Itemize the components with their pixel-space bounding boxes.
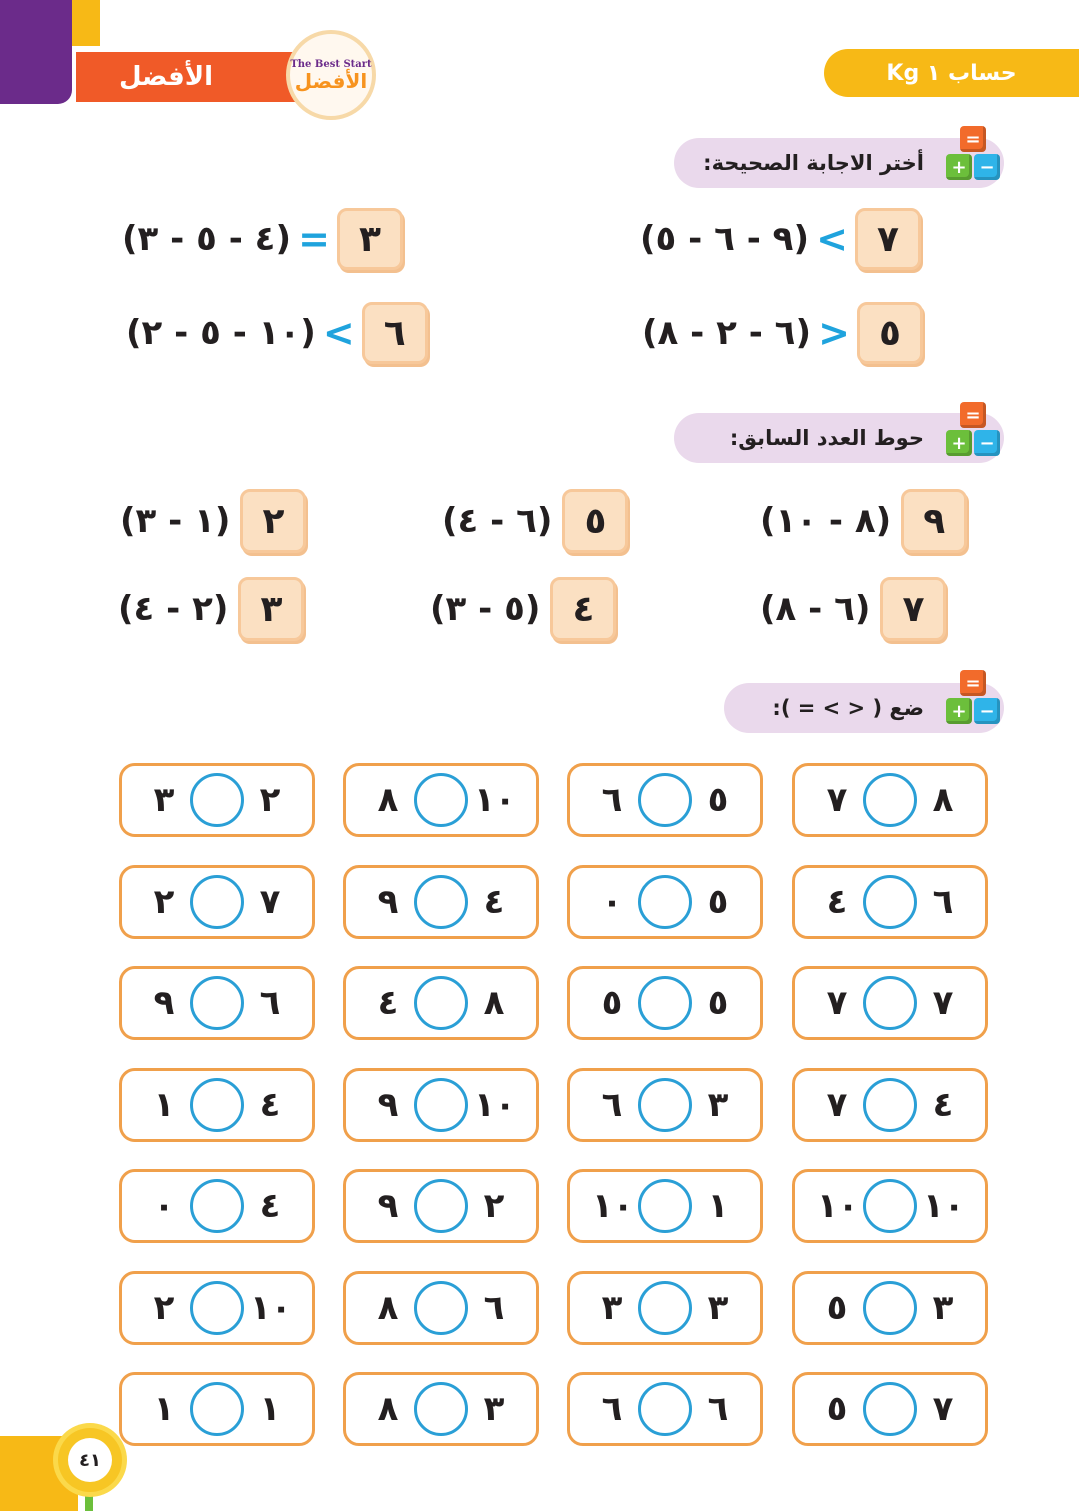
comparison-box bbox=[343, 1372, 539, 1446]
answer-group[interactable]: (٩ - ٦ - ٥) bbox=[640, 219, 809, 259]
answer-group[interactable]: (١٠ - ٥ - ٢) bbox=[126, 313, 316, 353]
flower-stem bbox=[85, 1490, 93, 1511]
answer-group[interactable]: (٦ - ٢ - ٨) bbox=[642, 313, 811, 353]
comparison-right-number: ١٠ bbox=[817, 1186, 859, 1226]
previous-number-item bbox=[430, 576, 616, 642]
comparison-right-number: ١٠ bbox=[592, 1186, 634, 1226]
comparison-box bbox=[119, 1068, 315, 1142]
comparison-right-number: ٣ bbox=[153, 780, 175, 820]
logo-tagline: The Best Start bbox=[290, 58, 372, 70]
number-box: ٣ bbox=[238, 577, 304, 641]
compare-row bbox=[126, 300, 428, 366]
comparison-box bbox=[567, 1271, 763, 1345]
comparison-right-number: ٧ bbox=[826, 780, 848, 820]
flower-icon bbox=[58, 1428, 122, 1492]
compare-symbol: < bbox=[818, 311, 850, 355]
answer-circle[interactable] bbox=[414, 1078, 468, 1132]
comparison-right-number: ٧ bbox=[826, 983, 848, 1023]
comparison-left-number: ١ bbox=[259, 1389, 281, 1429]
comparison-right-number: ٤ bbox=[377, 983, 399, 1023]
comparison-right-number: ٣ bbox=[601, 1288, 623, 1328]
comparison-box bbox=[343, 1169, 539, 1243]
answer-group[interactable]: (٢ - ٤) bbox=[118, 589, 229, 629]
compare-row bbox=[122, 206, 403, 272]
corner-purple-block bbox=[0, 0, 72, 104]
comparison-right-number: ٩ bbox=[377, 1085, 399, 1125]
comparison-left-number: ٧ bbox=[259, 882, 281, 922]
comparison-left-number: ٦ bbox=[707, 1389, 729, 1429]
comparison-right-number: ١ bbox=[153, 1085, 175, 1125]
comparison-right-number: ٥ bbox=[826, 1288, 848, 1328]
comparison-box bbox=[343, 966, 539, 1040]
previous-number-item bbox=[118, 576, 304, 642]
answer-circle[interactable] bbox=[863, 1179, 917, 1233]
answer-circle[interactable] bbox=[190, 1281, 244, 1335]
previous-number-item bbox=[760, 576, 946, 642]
answer-circle[interactable] bbox=[638, 976, 692, 1030]
comparison-left-number: ٥ bbox=[707, 780, 729, 820]
comparison-left-number: ٤ bbox=[483, 882, 505, 922]
answer-circle[interactable] bbox=[638, 1179, 692, 1233]
comparison-left-number: ٢ bbox=[483, 1186, 505, 1226]
number-box: ٤ bbox=[550, 577, 616, 641]
comparison-left-number: ١٠ bbox=[474, 1085, 516, 1125]
math-blocks-icon bbox=[944, 126, 1002, 190]
answer-circle[interactable] bbox=[414, 773, 468, 827]
comparison-box bbox=[119, 966, 315, 1040]
comparison-box bbox=[119, 865, 315, 939]
section3-heading: ضع ( < > = ): bbox=[772, 696, 924, 720]
answer-circle[interactable] bbox=[190, 1078, 244, 1132]
comparison-left-number: ٣ bbox=[932, 1288, 954, 1328]
answer-circle[interactable] bbox=[863, 875, 917, 929]
answer-circle[interactable] bbox=[190, 976, 244, 1030]
comparison-right-number: ٩ bbox=[153, 983, 175, 1023]
comparison-left-number: ٨ bbox=[932, 780, 954, 820]
comparison-box bbox=[119, 1271, 315, 1345]
comparison-right-number: ٠ bbox=[601, 882, 623, 922]
math-blocks-icon bbox=[944, 402, 1002, 466]
comparison-right-number: ٦ bbox=[601, 1085, 623, 1125]
comparison-right-number: ٢ bbox=[153, 882, 175, 922]
comparison-box bbox=[567, 1372, 763, 1446]
number-box: ٧ bbox=[855, 208, 921, 270]
comparison-left-number: ٧ bbox=[932, 1389, 954, 1429]
answer-circle[interactable] bbox=[638, 875, 692, 929]
answer-group[interactable]: (٥ - ٣) bbox=[430, 589, 541, 629]
brand-logo bbox=[286, 30, 376, 120]
section2-heading: حوط العدد السابق: bbox=[729, 426, 924, 450]
answer-circle[interactable] bbox=[190, 875, 244, 929]
minus-block-icon: − bbox=[974, 698, 1000, 724]
comparison-left-number: ٦ bbox=[932, 882, 954, 922]
comparison-left-number: ٦ bbox=[483, 1288, 505, 1328]
comparison-left-number: ١٠ bbox=[250, 1288, 292, 1328]
comparison-box bbox=[792, 763, 988, 837]
answer-circle[interactable] bbox=[414, 875, 468, 929]
answer-circle[interactable] bbox=[863, 976, 917, 1030]
compare-row bbox=[640, 206, 921, 272]
answer-group[interactable]: (٤ - ٥ - ٣) bbox=[122, 219, 291, 259]
comparison-box bbox=[792, 865, 988, 939]
comparison-left-number: ٧ bbox=[932, 983, 954, 1023]
compare-symbol: = bbox=[298, 217, 330, 261]
comparison-right-number: ٠ bbox=[153, 1186, 175, 1226]
comparison-box bbox=[343, 763, 539, 837]
plus-block-icon: + bbox=[946, 698, 972, 724]
number-box: ٢ bbox=[240, 489, 306, 553]
page-title: حساب ١ Kg bbox=[886, 60, 1017, 86]
comparison-box bbox=[567, 763, 763, 837]
comparison-left-number: ٥ bbox=[707, 983, 729, 1023]
comparison-box bbox=[792, 1068, 988, 1142]
comparison-box bbox=[792, 1372, 988, 1446]
answer-circle[interactable] bbox=[190, 1382, 244, 1436]
answer-circle[interactable] bbox=[414, 1281, 468, 1335]
page-title-pill bbox=[824, 49, 1079, 97]
comparison-left-number: ٦ bbox=[259, 983, 281, 1023]
comparison-right-number: ٥ bbox=[601, 983, 623, 1023]
section1-heading: أختر الاجابة الصحيحة: bbox=[703, 151, 924, 175]
logo-word: الأفضل bbox=[294, 68, 368, 93]
comparison-left-number: ٣ bbox=[707, 1085, 729, 1125]
number-box: ٣ bbox=[337, 208, 403, 270]
compare-row bbox=[642, 300, 923, 366]
previous-number-item bbox=[120, 488, 306, 554]
comparison-box bbox=[792, 1271, 988, 1345]
comparison-right-number: ٩ bbox=[377, 1186, 399, 1226]
comparison-right-number: ١ bbox=[153, 1389, 175, 1429]
comparison-left-number: ٣ bbox=[707, 1288, 729, 1328]
comparison-box bbox=[567, 966, 763, 1040]
comparison-box bbox=[343, 1271, 539, 1345]
brand-label: الأفضل bbox=[118, 62, 214, 92]
previous-number-item bbox=[442, 488, 628, 554]
answer-circle[interactable] bbox=[638, 773, 692, 827]
comparison-box bbox=[567, 1068, 763, 1142]
answer-circle[interactable] bbox=[638, 1078, 692, 1132]
compare-symbol: > bbox=[322, 311, 355, 355]
answer-group[interactable]: (٨ - ١٠) bbox=[760, 501, 892, 541]
number-box: ٦ bbox=[362, 302, 428, 364]
number-box: ٩ bbox=[901, 489, 967, 553]
comparison-left-number: ٤ bbox=[932, 1085, 954, 1125]
comparison-left-number: ٨ bbox=[483, 983, 505, 1023]
answer-circle[interactable] bbox=[863, 773, 917, 827]
equals-block-icon: = bbox=[960, 402, 986, 428]
comparison-box bbox=[567, 865, 763, 939]
answer-circle[interactable] bbox=[414, 1382, 468, 1436]
comparison-left-number: ٥ bbox=[707, 882, 729, 922]
comparison-left-number: ١ bbox=[707, 1186, 729, 1226]
comparison-right-number: ٥ bbox=[826, 1389, 848, 1429]
answer-circle[interactable] bbox=[863, 1078, 917, 1132]
comparison-left-number: ٢ bbox=[259, 780, 281, 820]
comparison-right-number: ٢ bbox=[153, 1288, 175, 1328]
comparison-box bbox=[343, 865, 539, 939]
answer-circle[interactable] bbox=[414, 1179, 468, 1233]
comparison-left-number: ١٠ bbox=[474, 780, 516, 820]
comparison-left-number: ٣ bbox=[483, 1389, 505, 1429]
comparison-right-number: ٩ bbox=[377, 882, 399, 922]
comparison-right-number: ٨ bbox=[377, 780, 399, 820]
comparison-right-number: ٦ bbox=[601, 1389, 623, 1429]
number-box: ٧ bbox=[880, 577, 946, 641]
compare-symbol: > bbox=[816, 217, 848, 261]
answer-circle[interactable] bbox=[190, 1179, 244, 1233]
answer-circle[interactable] bbox=[638, 1382, 692, 1436]
answer-circle[interactable] bbox=[638, 1281, 692, 1335]
comparison-box bbox=[343, 1068, 539, 1142]
comparison-box bbox=[119, 1372, 315, 1446]
answer-circle[interactable] bbox=[414, 976, 468, 1030]
comparison-right-number: ٨ bbox=[377, 1288, 399, 1328]
answer-circle[interactable] bbox=[863, 1382, 917, 1436]
comparison-box bbox=[119, 1169, 315, 1243]
answer-circle[interactable] bbox=[190, 773, 244, 827]
equals-block-icon: = bbox=[960, 670, 986, 696]
answer-circle[interactable] bbox=[863, 1281, 917, 1335]
comparison-right-number: ٦ bbox=[601, 780, 623, 820]
minus-block-icon: − bbox=[974, 430, 1000, 456]
answer-group[interactable]: (٦ - ٤) bbox=[442, 501, 553, 541]
previous-number-item bbox=[760, 488, 967, 554]
comparison-box bbox=[567, 1169, 763, 1243]
comparison-box bbox=[119, 763, 315, 837]
plus-block-icon: + bbox=[946, 430, 972, 456]
comparison-left-number: ١٠ bbox=[923, 1186, 965, 1226]
comparison-right-number: ٨ bbox=[377, 1389, 399, 1429]
comparison-right-number: ٧ bbox=[826, 1085, 848, 1125]
number-box: ٥ bbox=[562, 489, 628, 553]
comparison-left-number: ٤ bbox=[259, 1085, 281, 1125]
comparison-left-number: ٤ bbox=[259, 1186, 281, 1226]
comparison-right-number: ٤ bbox=[826, 882, 848, 922]
minus-block-icon: − bbox=[974, 154, 1000, 180]
page-number: ٤١ bbox=[68, 1438, 112, 1482]
corner-yellow-strip bbox=[72, 0, 100, 46]
comparison-box bbox=[792, 1169, 988, 1243]
equals-block-icon: = bbox=[960, 126, 986, 152]
answer-group[interactable]: (١ - ٣) bbox=[120, 501, 231, 541]
math-blocks-icon bbox=[944, 670, 1002, 734]
plus-block-icon: + bbox=[946, 154, 972, 180]
comparison-box bbox=[792, 966, 988, 1040]
answer-group[interactable]: (٦ - ٨) bbox=[760, 589, 871, 629]
number-box: ٥ bbox=[857, 302, 923, 364]
